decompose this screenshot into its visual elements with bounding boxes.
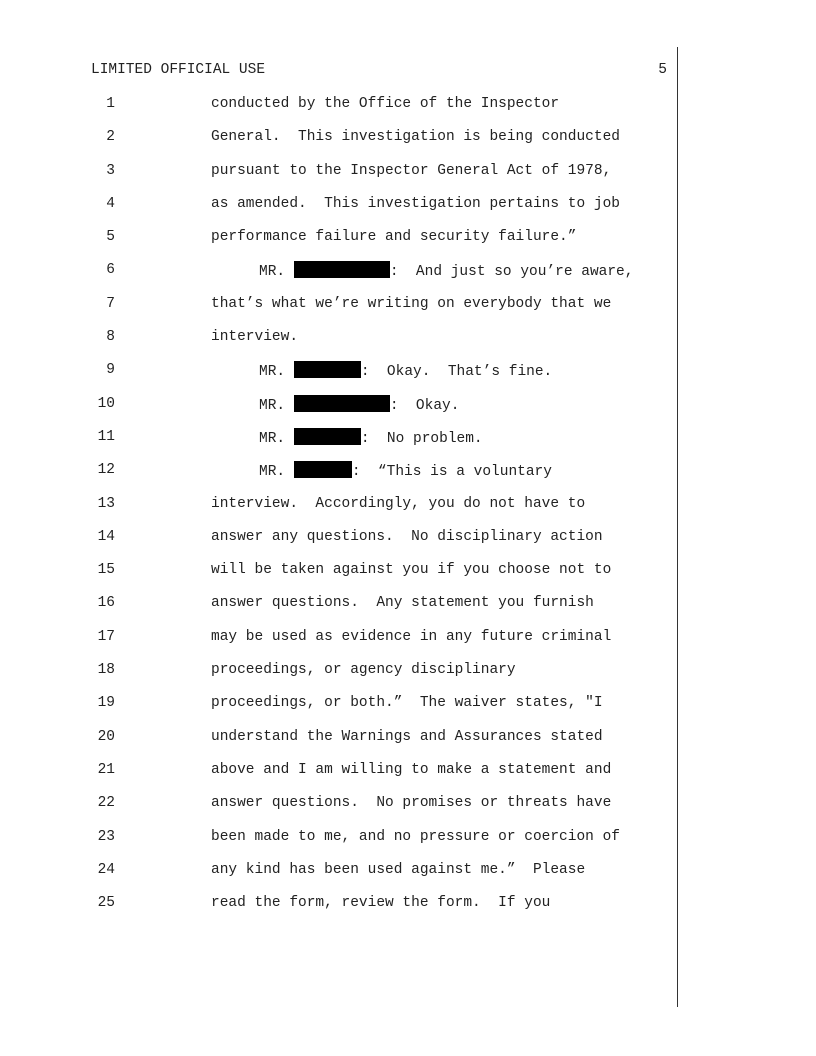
line-number: 18	[97, 662, 115, 679]
line-text: answer questions. No promises or threats have	[211, 795, 612, 812]
line-number: 3	[106, 162, 115, 179]
transcript-line	[0, 693, 816, 726]
line-text: interview. Accordingly, you do not have to	[211, 495, 586, 512]
line-text: will be taken against you if you choose not to	[211, 562, 612, 579]
line-number: 13	[97, 495, 115, 512]
transcript-line	[0, 94, 816, 127]
line-text: interview.	[211, 329, 299, 346]
transcript-line	[0, 627, 816, 660]
redacted-name	[294, 361, 361, 378]
line-text: : Okay. That’s fine.	[360, 364, 553, 381]
line-text: understand the Warnings and Assurances stated	[211, 728, 603, 745]
line-text: read the form, review the form. If you	[211, 895, 551, 912]
speaker-line	[259, 428, 483, 448]
transcript-line	[0, 827, 816, 860]
line-text: answer any questions. No disciplinary action	[211, 528, 603, 545]
line-number: 23	[97, 828, 115, 845]
transcript-line	[0, 260, 816, 293]
line-number: 24	[97, 861, 115, 878]
line-number: 15	[97, 562, 115, 579]
line-number: 25	[97, 895, 115, 912]
transcript-line	[0, 760, 816, 793]
line-text: : No problem.	[360, 430, 483, 447]
transcript-body	[0, 94, 816, 926]
line-number: 4	[106, 195, 115, 212]
transcript-line	[0, 427, 816, 460]
transcript-line	[0, 161, 816, 194]
line-number: 19	[97, 695, 115, 712]
line-number: 10	[97, 395, 115, 412]
transcript-line	[0, 327, 816, 360]
line-number: 5	[106, 229, 115, 246]
line-text: conducted by the Office of the Inspector	[211, 96, 560, 112]
line-number: 7	[106, 295, 115, 312]
transcript-line	[0, 294, 816, 327]
transcript-line	[0, 660, 816, 693]
line-text: any kind has been used against me.” Please	[211, 861, 586, 878]
transcript-line	[0, 527, 816, 560]
line-text: answer questions. Any statement you furnish	[211, 595, 594, 612]
line-text: performance failure and security failure.”	[211, 229, 577, 246]
line-number: 14	[97, 528, 115, 545]
line-text: proceedings, or agency disciplinary	[211, 662, 516, 679]
line-text: may be used as evidence in any future criminal	[211, 628, 612, 645]
line-number: 11	[97, 428, 115, 445]
speaker-line	[259, 461, 552, 481]
line-number: 20	[97, 728, 115, 745]
line-number: 1	[106, 96, 115, 112]
transcript-line	[0, 127, 816, 160]
speaker-prefix: MR.	[259, 430, 286, 447]
line-number: 2	[106, 129, 115, 146]
line-text: above and I am willing to make a statement and	[211, 761, 612, 778]
line-number: 22	[97, 795, 115, 812]
transcript-line	[0, 460, 816, 493]
line-text: pursuant to the Inspector General Act of 1978,	[211, 162, 612, 179]
redacted-name	[294, 428, 361, 445]
line-text: been made to me, and no pressure or coercion of	[211, 828, 620, 845]
speaker-prefix: MR.	[259, 464, 286, 481]
line-text: proceedings, or both.” The waiver states, "I	[211, 695, 603, 712]
redacted-name	[294, 461, 352, 478]
speaker-line	[259, 361, 552, 381]
line-text: : And just so you’re aware,	[389, 264, 634, 281]
classification-header: LIMITED OFFICIAL USE	[91, 62, 266, 78]
line-text: : “This is a voluntary	[351, 464, 552, 481]
transcript-line	[0, 227, 816, 260]
speaker-prefix: MR.	[259, 264, 286, 281]
line-text: that’s what we’re writing on everybody that we	[211, 295, 612, 312]
transcript-line	[0, 860, 816, 893]
transcript-line	[0, 194, 816, 227]
page-number: 5	[658, 62, 667, 78]
speaker-line	[259, 261, 633, 281]
speaker-prefix: MR.	[259, 364, 286, 381]
transcript-line	[0, 394, 816, 427]
line-number: 9	[106, 362, 115, 379]
transcript-line	[0, 727, 816, 760]
transcript-line	[0, 494, 816, 527]
speaker-prefix: MR.	[259, 397, 286, 414]
line-number: 21	[97, 761, 115, 778]
line-number: 16	[97, 595, 115, 612]
line-text: : Okay.	[389, 397, 460, 414]
line-number: 6	[106, 262, 115, 279]
redacted-name	[294, 395, 390, 412]
line-number: 12	[97, 462, 115, 479]
line-text: as amended. This investigation pertains to job	[211, 195, 620, 212]
transcript-line	[0, 360, 816, 393]
transcript-line	[0, 593, 816, 626]
transcript-line	[0, 560, 816, 593]
speaker-line	[259, 395, 459, 415]
line-text: General. This investigation is being conducted	[211, 129, 620, 146]
line-number: 8	[106, 329, 115, 346]
transcript-line	[0, 893, 816, 926]
redacted-name	[294, 261, 390, 278]
line-number: 17	[97, 628, 115, 645]
transcript-line	[0, 793, 816, 826]
